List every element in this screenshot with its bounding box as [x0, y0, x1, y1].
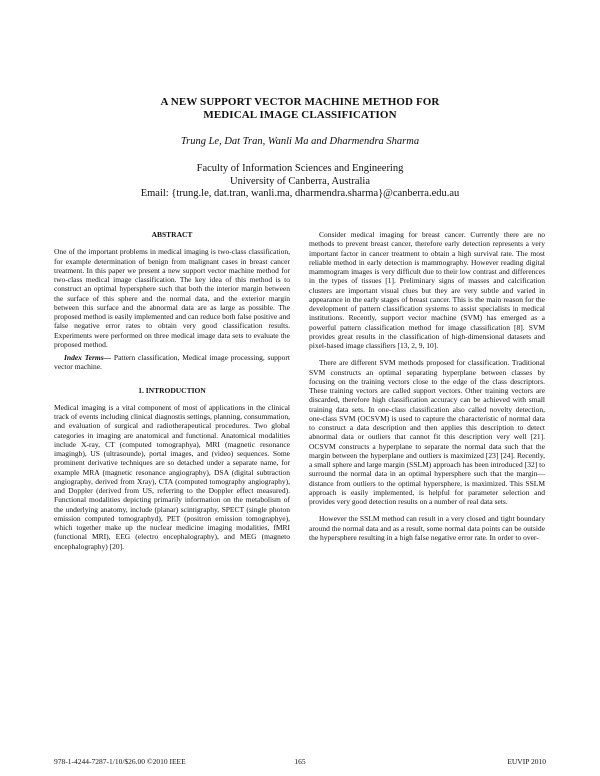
intro-paragraph-1: Medical imaging is a vital component of most of applications in the clinical track of events including clinical diagnostis settings, planning, consummation, and evaluation of surgical and radiotherapeutical procedures. Two global categories in imaging are anatomical and functional. Anatomical modalities include X-ray, CT (computed tomographya), MRI (magnetic resonance imagingb), US (ultrasounde), portal images, and (video) sequences. Some prominent derivative techniques are so detached under a separate name, for example MRA (magnetic resonance angiography), DSA (digital subtraction angiography, derived from Xray), CTA (computed tomography angiography), and Doppler (derived from US, referring to the Doppler effect measured). Functional modalities depicting primarily information on the metabolism of the underlying anatomy, include (planar) scintigraphy, SPECT (single photon emission computed tomographyd), PET (positron emission tomographye), which together make up the nuclear medicine imaging modalities, fMRI (functional MRI), EEG (electro encephalography), and MEG (magneto encephalography) [20]. — [54, 402, 290, 551]
title-line-1: A NEW SUPPORT VECTOR MACHINE METHOD FOR — [160, 96, 440, 108]
footer-page-number: 165 — [294, 757, 306, 766]
affiliation-university: University of Canberra, Australia — [230, 175, 370, 187]
index-terms-label: Index Terms— — [64, 353, 112, 362]
index-terms-text: Pattern classification, Medical image processing, support vector machine. — [54, 353, 290, 372]
authors: Trung Le, Dat Tran, Wanli Ma and Dharmendra Sharma — [180, 136, 420, 147]
introduction-heading: 1. INTRODUCTION — [138, 385, 206, 395]
footer-venue: EUVIP 2010 — [507, 757, 546, 766]
intro-paragraph-2: Consider medical imaging for breast cancer. Currently there are no methods to prevent breast cancer, therefore early detection represents a very important factor in cancer treatment to obtain a high survival rate. The most reliable method in early detection is mammography. However reading digital mammogram images is very difficult due to their low contrast and differences in the types of tissues [1]. Preliminary signs of masses and calcification clusters are important visual clues but they are very subtle and varied in appearance in the early stages of breast cancer. This is the main reason for the development of pattern classification systems to assist specialists in medical institutions. Recently, support vector machine (SVM) has emerged as a powerful pattern classification method for image classification [8]. SVM provides great results in the classification of high-dimensional datasets and pixel-based image classifiers [13, 2, 9, 10]. — [309, 230, 545, 350]
intro-paragraph-4: However the SSLM method can result in a very closed and tight boundary around the normal data and as a result, some normal data points can be outside the hypersphere resulting in a high false negative error rate. In order to over- — [309, 514, 545, 542]
title-line-2: MEDICAL IMAGE CLASSIFICATION — [203, 109, 397, 121]
paper-title — [60, 96, 540, 122]
index-terms — [54, 353, 290, 372]
footer-isbn: 978-1-4244-7287-1/10/$26.00 ©2010 IEEE — [54, 757, 186, 766]
affiliation — [60, 163, 540, 201]
abstract-heading: ABSTRACT — [151, 230, 193, 239]
affiliation-email: Email: {trung.le, dat.tran, wanli.ma, dharmendra.sharma}@canberra.edu.au — [140, 188, 460, 199]
right-column — [309, 230, 545, 550]
left-column — [54, 230, 290, 559]
affiliation-faculty: Faculty of Information Sciences and Engineering — [196, 163, 404, 174]
abstract-text: One of the important problems in medical imaging is two-class classification, for example determination of benign from malignant cases in breast cancer treatment. In this paper we present a new support vector machine method for two-class medical image classification. The key idea of this method is to construct an optimal hypersphere such that both the interior margin between the surface of this sphere and the normal data, and the exterior margin between this surface and the abnormal data are as large as possible. The proposed method is easily implemented and can reduce both false positive and false negative error rates to obtain very good classification results. Experiments were performed on three medical image data sets to evaluate the proposed method. — [54, 247, 290, 349]
intro-paragraph-3: There are different SVM methods proposed for classification. Traditional SVM constructs an optimal separating hyperplane between classes by focusing on the training vectors close to the edge of the class descriptors. These training vectors are called support vectors. Other training vectors are discarded, therefore high classification accuracy can be achieved with small training data sets. In one-class classification also called novelty detection, one-class SVM (OCSVM) is used to capture the characteristic of normal data to construct a data description and then applies this description to detect abnormal data or outliers that cannot fit this description very well [21]. OCSVM constructs a hyperplane to separate the normal data such that the margin between the hyperplane and outliers is maximized [23] [24]. Recently, a small sphere and large margin (SSLM) approach has been introduced [32] to surround the normal data in an optimal hypersphere such that the margin—distance from outliers to the optimal hypersphere, is maximized. This SSLM approach is easily implemented, is helpful for parameter selection and provides very good detection results on a number of real data sets. — [309, 358, 545, 506]
